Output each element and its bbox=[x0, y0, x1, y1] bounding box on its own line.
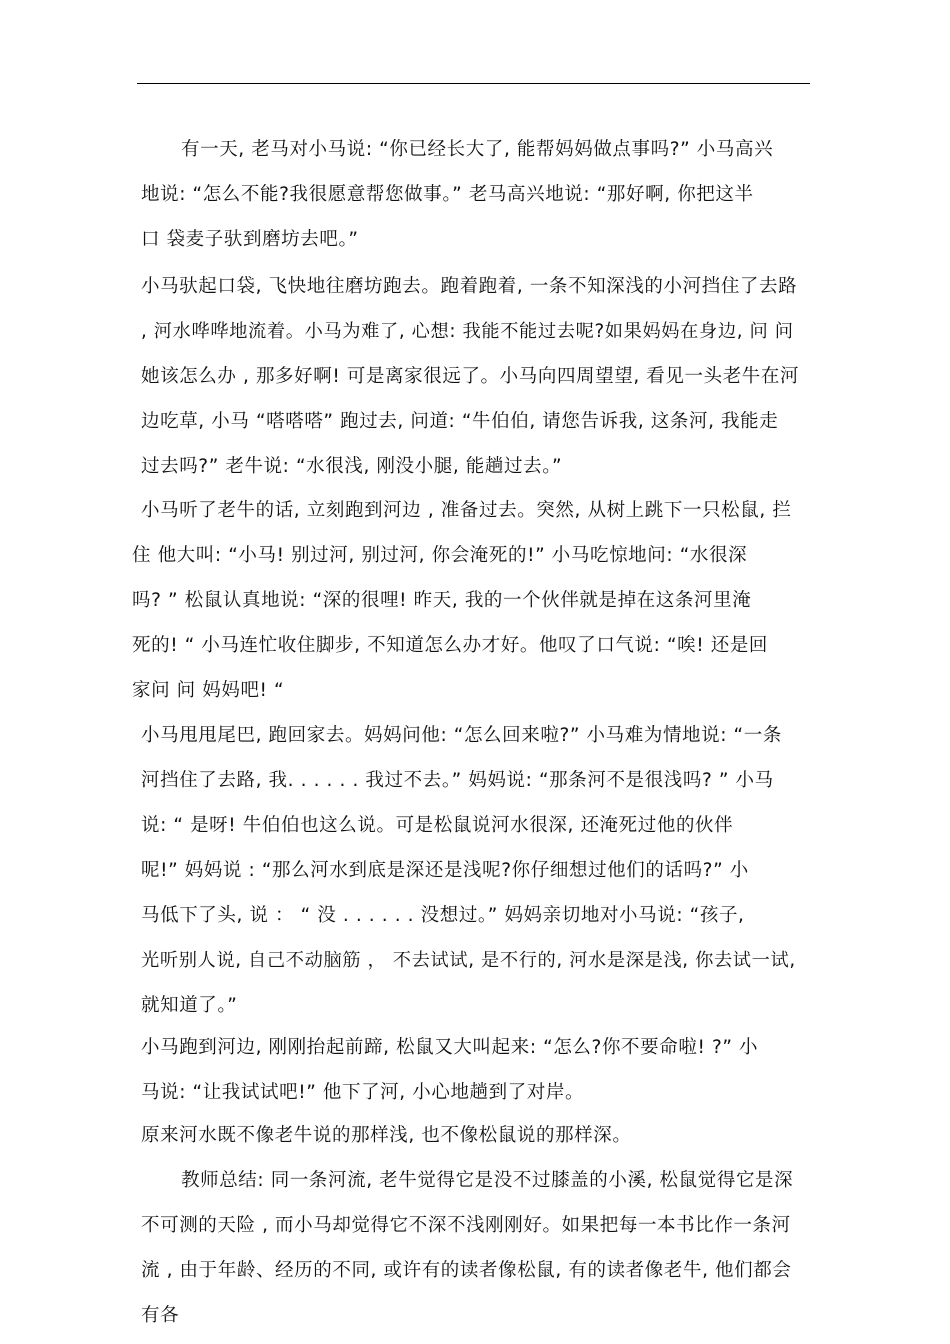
text-line: 原来河水既不像老牛说的那样浅, 也不像松鼠说的那样深。 bbox=[141, 1125, 632, 1146]
text-line: 家问 问 妈妈吧! “ bbox=[132, 680, 285, 701]
text-line: 有一天, 老马对小马说: “你已经长大了, 能帮妈妈做点事吗?” 小马高兴 bbox=[181, 139, 774, 160]
text-line: 不可测的天险 , 而小马却觉得它不深不浅刚刚好。如果把每一本书比作一条河 bbox=[141, 1215, 791, 1236]
text-line: 她该怎么办 , 那多好啊! 可是离家很远了。小马向四周望望, 看见一头老牛在河 bbox=[141, 366, 800, 387]
text-line: 住 他大叫: “小马! 别过河, 别过河, 你会淹死的!” 小马吃惊地问: “水很深 bbox=[132, 545, 748, 566]
text-line: 吗? ” 松鼠认真地说: “深的很哩! 昨天, 我的一个伙伴就是掉在这条河里淹 bbox=[132, 590, 752, 611]
text-line: 小马跑到河边, 刚刚抬起前蹄, 松鼠又大叫起来: “怎么?你不要命啦! ?” 小 bbox=[141, 1037, 759, 1058]
text-line: 小马驮起口袋, 飞快地往磨坊跑去。跑着跑着, 一条不知深浅的小河挡住了去路 bbox=[141, 276, 798, 297]
text-line: 过去吗?” 老牛说: “水很浅, 刚没小腿, 能趟过去。” bbox=[141, 456, 563, 477]
text-line: 小马听了老牛的话, 立刻跑到河边 , 准备过去。突然, 从树上跳下一只松鼠, 拦 bbox=[141, 500, 792, 521]
text-line: 地说: “怎么不能?我很愿意帮您做事。” 老马高兴地说: “那好啊, 你把这半 bbox=[141, 184, 754, 205]
text-line: 就知道了。” bbox=[141, 995, 238, 1016]
text-line: 河挡住了去路, 我. . . . . . 我过不去。” 妈妈说: “那条河不是很浅吗? ” 小马 bbox=[141, 770, 774, 791]
text-line: 口 袋麦子驮到磨坊去吧。” bbox=[141, 229, 359, 250]
text-line: 流 , 由于年龄、经历的不同, 或许有的读者像松鼠, 有的读者像老牛, 他们都会 bbox=[141, 1260, 792, 1281]
text-line: 教师总结: 同一条河流, 老牛觉得它是没不过膝盖的小溪, 松鼠觉得它是深 bbox=[181, 1170, 794, 1191]
text-line: 小马甩甩尾巴, 跑回家去。妈妈问他: “怎么回来啦?” 小马难为情地说: “一条 bbox=[141, 725, 782, 746]
text-line: 有各 bbox=[141, 1305, 180, 1326]
header-rule bbox=[137, 83, 810, 84]
text-line: 边吃草, 小马 “嗒嗒嗒” 跑过去, 问道: “牛伯伯, 请您告诉我, 这条河, 我能走 bbox=[141, 411, 779, 432]
text-line: 马说: “让我试试吧!” 他下了河, 小心地趟到了对岸。 bbox=[141, 1082, 585, 1103]
text-line: 死的! “ 小马连忙收住脚步, 不知道怎么办才好。他叹了口气说: “唉! 还是回 bbox=[132, 635, 769, 656]
text-line: , 河水哗哗地流着。小马为难了, 心想: 我能不能过去呢?如果妈妈在身边, 问 问 bbox=[141, 321, 794, 342]
text-line: 光听别人说, 自己不动脑筋 ， 不去试试, 是不行的, 河水是深是浅, 你去试一试, bbox=[141, 950, 796, 971]
text-line: 呢!” 妈妈说 : “那么河水到底是深还是浅呢?你仔细想过他们的话吗?” 小 bbox=[141, 860, 749, 881]
text-line: 马低下了头, 说 ： “ 没 . . . . . . 没想过。” 妈妈亲切地对小马说: “孩子, bbox=[141, 905, 745, 926]
text-line: 说: “ 是呀! 牛伯伯也这么说。可是松鼠说河水很深, 还淹死过他的伙伴 bbox=[141, 815, 734, 836]
